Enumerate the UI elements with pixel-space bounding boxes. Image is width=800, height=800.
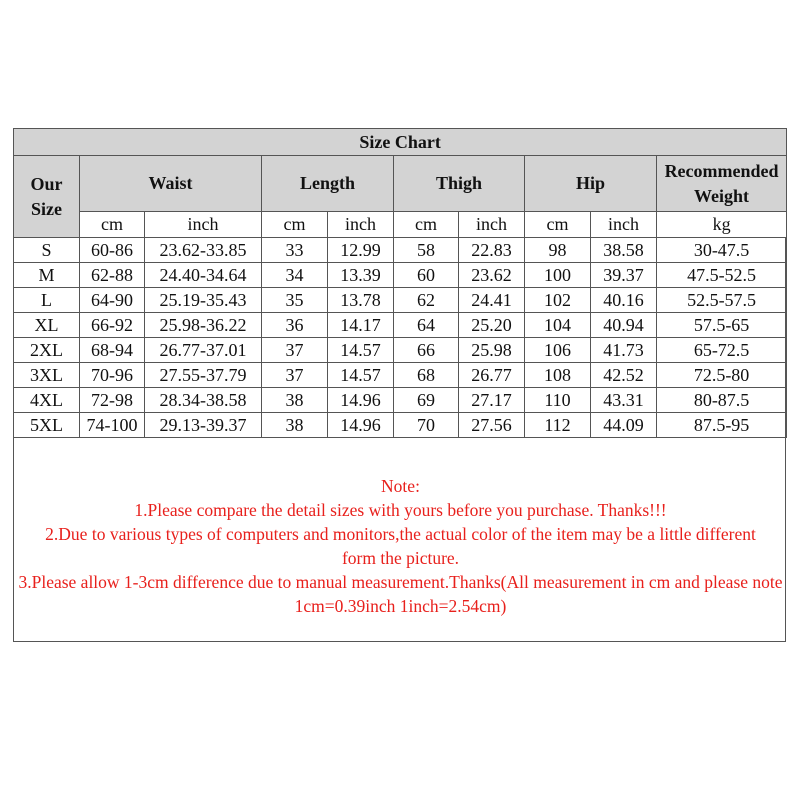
cell-size: 5XL	[14, 413, 80, 438]
cell-hip-inch: 44.09	[591, 413, 657, 438]
cell-length-cm: 38	[262, 388, 328, 413]
cell-hip-inch: 41.73	[591, 338, 657, 363]
cell-thigh-inch: 27.56	[459, 413, 525, 438]
cell-waist-cm: 66-92	[80, 313, 145, 338]
cell-size: 4XL	[14, 388, 80, 413]
unit-hip-cm: cm	[525, 212, 591, 238]
cell-thigh-cm: 66	[394, 338, 459, 363]
cell-weight: 57.5-65	[657, 313, 787, 338]
cell-length-inch: 14.17	[328, 313, 394, 338]
cell-hip-cm: 100	[525, 263, 591, 288]
cell-hip-inch: 43.31	[591, 388, 657, 413]
cell-waist-cm: 64-90	[80, 288, 145, 313]
cell-hip-inch: 42.52	[591, 363, 657, 388]
cell-thigh-inch: 24.41	[459, 288, 525, 313]
header-waist: Waist	[80, 156, 262, 212]
cell-size: M	[14, 263, 80, 288]
cell-thigh-inch: 25.20	[459, 313, 525, 338]
cell-hip-cm: 108	[525, 363, 591, 388]
cell-thigh-cm: 69	[394, 388, 459, 413]
cell-hip-cm: 98	[525, 238, 591, 263]
cell-length-inch: 14.96	[328, 388, 394, 413]
table-row	[14, 288, 787, 313]
cell-size: L	[14, 288, 80, 313]
cell-thigh-cm: 58	[394, 238, 459, 263]
cell-length-inch: 14.96	[328, 413, 394, 438]
cell-weight: 80-87.5	[657, 388, 787, 413]
cell-length-cm: 36	[262, 313, 328, 338]
table-row	[14, 238, 787, 263]
note-line-1: 1.Please compare the detail sizes with yours before you purchase. Thanks!!!	[134, 500, 667, 520]
note-line-3: 3.Please allow 1-3cm difference due to manual measurement.Thanks(All measurement in cm and please note 1cm=0.39inch 1inch=2.54cm)	[18, 572, 783, 616]
cell-length-cm: 37	[262, 338, 328, 363]
cell-thigh-cm: 64	[394, 313, 459, 338]
note-line-2: 2.Due to various types of computers and monitors,the actual color of the item may be a little different form the picture.	[45, 524, 756, 568]
cell-waist-cm: 68-94	[80, 338, 145, 363]
note-section	[14, 474, 787, 618]
cell-length-cm: 38	[262, 413, 328, 438]
cell-thigh-inch: 22.83	[459, 238, 525, 263]
cell-hip-inch: 39.37	[591, 263, 657, 288]
header-hip: Hip	[525, 156, 657, 212]
cell-thigh-inch: 23.62	[459, 263, 525, 288]
cell-size: 3XL	[14, 363, 80, 388]
cell-waist-inch: 25.98-36.22	[145, 313, 262, 338]
cell-hip-cm: 104	[525, 313, 591, 338]
cell-size: S	[14, 238, 80, 263]
cell-waist-cm: 72-98	[80, 388, 145, 413]
cell-size: XL	[14, 313, 80, 338]
header-length: Length	[262, 156, 394, 212]
table-row	[14, 263, 787, 288]
table-row	[14, 363, 787, 388]
cell-weight: 52.5-57.5	[657, 288, 787, 313]
cell-hip-inch: 40.16	[591, 288, 657, 313]
note-heading: Note:	[381, 476, 420, 496]
cell-thigh-cm: 62	[394, 288, 459, 313]
cell-length-inch: 12.99	[328, 238, 394, 263]
cell-waist-inch: 23.62-33.85	[145, 238, 262, 263]
cell-waist-inch: 25.19-35.43	[145, 288, 262, 313]
cell-waist-cm: 62-88	[80, 263, 145, 288]
cell-waist-cm: 60-86	[80, 238, 145, 263]
cell-thigh-inch: 27.17	[459, 388, 525, 413]
unit-thigh-inch: inch	[459, 212, 525, 238]
cell-length-inch: 13.39	[328, 263, 394, 288]
cell-weight: 87.5-95	[657, 413, 787, 438]
cell-weight: 30-47.5	[657, 238, 787, 263]
header-recommended-weight: Recommended Weight	[657, 156, 787, 212]
cell-hip-cm: 106	[525, 338, 591, 363]
header-thigh: Thigh	[394, 156, 525, 212]
cell-thigh-cm: 68	[394, 363, 459, 388]
cell-length-inch: 14.57	[328, 363, 394, 388]
table-row	[14, 413, 787, 438]
cell-length-inch: 14.57	[328, 338, 394, 363]
unit-weight-kg: kg	[657, 212, 787, 238]
unit-length-cm: cm	[262, 212, 328, 238]
cell-length-inch: 13.78	[328, 288, 394, 313]
cell-waist-cm: 74-100	[80, 413, 145, 438]
cell-waist-inch: 27.55-37.79	[145, 363, 262, 388]
size-chart-table	[13, 128, 787, 438]
cell-weight: 65-72.5	[657, 338, 787, 363]
unit-thigh-cm: cm	[394, 212, 459, 238]
cell-length-cm: 34	[262, 263, 328, 288]
cell-thigh-cm: 70	[394, 413, 459, 438]
unit-hip-inch: inch	[591, 212, 657, 238]
unit-length-inch: inch	[328, 212, 394, 238]
cell-waist-inch: 28.34-38.58	[145, 388, 262, 413]
cell-weight: 72.5-80	[657, 363, 787, 388]
size-chart-frame	[13, 128, 786, 642]
cell-waist-inch: 26.77-37.01	[145, 338, 262, 363]
cell-thigh-inch: 26.77	[459, 363, 525, 388]
cell-weight: 47.5-52.5	[657, 263, 787, 288]
cell-length-cm: 35	[262, 288, 328, 313]
cell-hip-cm: 102	[525, 288, 591, 313]
table-row	[14, 338, 787, 363]
cell-length-cm: 33	[262, 238, 328, 263]
unit-waist-cm: cm	[80, 212, 145, 238]
cell-hip-inch: 40.94	[591, 313, 657, 338]
cell-hip-cm: 112	[525, 413, 591, 438]
cell-hip-cm: 110	[525, 388, 591, 413]
chart-title: Size Chart	[14, 129, 787, 156]
unit-waist-inch: inch	[145, 212, 262, 238]
cell-waist-cm: 70-96	[80, 363, 145, 388]
cell-thigh-inch: 25.98	[459, 338, 525, 363]
cell-size: 2XL	[14, 338, 80, 363]
table-row	[14, 388, 787, 413]
header-our-size: Our Size	[14, 156, 80, 238]
cell-hip-inch: 38.58	[591, 238, 657, 263]
cell-thigh-cm: 60	[394, 263, 459, 288]
table-row	[14, 313, 787, 338]
cell-waist-inch: 29.13-39.37	[145, 413, 262, 438]
cell-length-cm: 37	[262, 363, 328, 388]
cell-waist-inch: 24.40-34.64	[145, 263, 262, 288]
